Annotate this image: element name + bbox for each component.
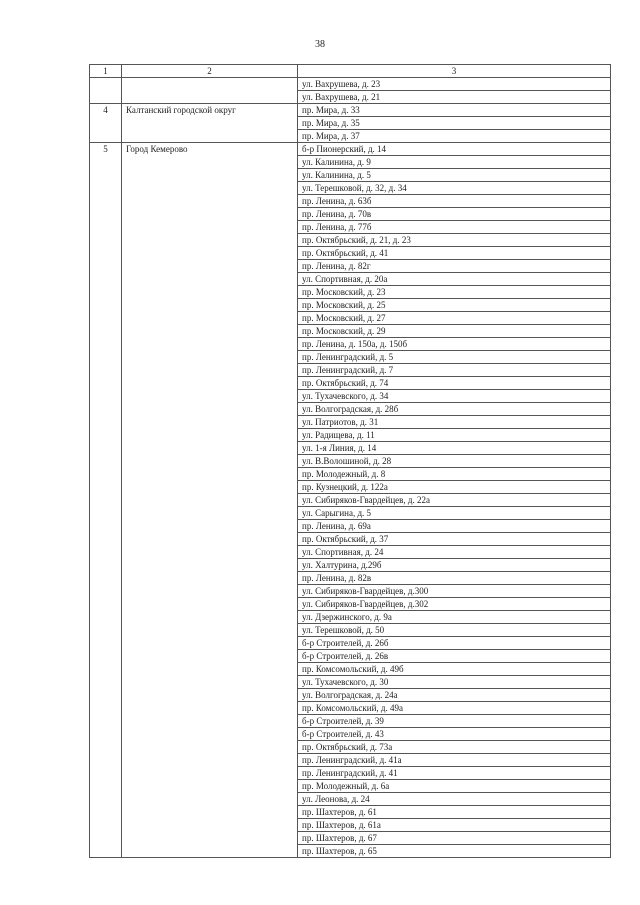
header-col-2: 2 bbox=[122, 65, 298, 78]
address-cell: пр. Шахтеров, д. 61а bbox=[298, 819, 611, 832]
address-cell: пр. Молодежный, д. 6а bbox=[298, 780, 611, 793]
address-cell: ул. Спортивная, д. 24 bbox=[298, 546, 611, 559]
address-cell: ул. Патриотов, д. 31 bbox=[298, 416, 611, 429]
address-cell: ул. Халтурина, д.29б bbox=[298, 559, 611, 572]
address-cell: пр. Ленина, д. 69а bbox=[298, 520, 611, 533]
address-cell: ул. Сибиряков-Гвардейцев, д.300 bbox=[298, 585, 611, 598]
address-cell: пр. Октябрьский, д. 41 bbox=[298, 247, 611, 260]
address-cell: ул. Радищева, д. 11 bbox=[298, 429, 611, 442]
municipality-name bbox=[122, 78, 298, 104]
address-cell: пр. Мира, д. 37 bbox=[298, 130, 611, 143]
address-cell: пр. Ленинградский, д. 7 bbox=[298, 364, 611, 377]
address-cell: ул. Волгоградская, д. 28б bbox=[298, 403, 611, 416]
header-col-1: 1 bbox=[90, 65, 122, 78]
address-cell: пр. Шахтеров, д. 61 bbox=[298, 806, 611, 819]
address-cell: ул. Калинина, д. 9 bbox=[298, 156, 611, 169]
address-cell: пр. Кузнецкий, д. 122а bbox=[298, 481, 611, 494]
address-cell: пр. Ленина, д. 77б bbox=[298, 221, 611, 234]
address-cell: пр. Октябрьский, д. 74 bbox=[298, 377, 611, 390]
address-cell: ул. Сарыгина, д. 5 bbox=[298, 507, 611, 520]
table-row bbox=[90, 143, 611, 156]
group-number: 4 bbox=[90, 104, 122, 143]
address-cell: б-р Строителей, д. 26б bbox=[298, 637, 611, 650]
address-cell: пр. Ленинградский, д. 41 bbox=[298, 767, 611, 780]
address-cell: пр. Шахтеров, д. 65 bbox=[298, 845, 611, 858]
address-cell: ул. Волгоградская, д. 24а bbox=[298, 689, 611, 702]
address-cell: ул. Дзержинского, д. 9а bbox=[298, 611, 611, 624]
address-cell: ул. Вахрушева, д. 21 bbox=[298, 91, 611, 104]
address-cell: пр. Октябрьский, д. 37 bbox=[298, 533, 611, 546]
address-cell: ул. Леонова, д. 24 bbox=[298, 793, 611, 806]
address-cell: пр. Ленинградский, д. 41а bbox=[298, 754, 611, 767]
municipality-name: Город Кемерово bbox=[122, 143, 298, 858]
address-table-body bbox=[90, 65, 611, 858]
table-row bbox=[90, 104, 611, 117]
address-cell: б-р Строителей, д. 43 bbox=[298, 728, 611, 741]
address-cell: ул. Сибиряков-Гвардейцев, д.302 bbox=[298, 598, 611, 611]
group-number bbox=[90, 78, 122, 104]
page-number: 38 bbox=[315, 39, 325, 50]
group-number: 5 bbox=[90, 143, 122, 858]
table-row bbox=[90, 78, 611, 91]
address-cell: пр. Октябрьский, д. 73а bbox=[298, 741, 611, 754]
address-cell: пр. Молодежный, д. 8 bbox=[298, 468, 611, 481]
header-row bbox=[90, 65, 611, 78]
address-cell: б-р Строителей, д. 39 bbox=[298, 715, 611, 728]
address-cell: ул. Тухачевского, д. 30 bbox=[298, 676, 611, 689]
address-cell: пр. Ленинградский, д. 5 bbox=[298, 351, 611, 364]
address-cell: ул. Спортивная, д. 20а bbox=[298, 273, 611, 286]
address-cell: ул. В.Волошиной, д. 28 bbox=[298, 455, 611, 468]
address-cell: пр. Московский, д. 25 bbox=[298, 299, 611, 312]
address-cell: пр. Ленина, д. 150а, д. 150б bbox=[298, 338, 611, 351]
address-cell: пр. Ленина, д. 70в bbox=[298, 208, 611, 221]
address-cell: ул. Тухачевского, д. 34 bbox=[298, 390, 611, 403]
address-cell: пр. Комсомольский, д. 49б bbox=[298, 663, 611, 676]
address-cell: ул. Сибиряков-Гвардейцев, д. 22а bbox=[298, 494, 611, 507]
address-cell: пр. Ленина, д. 82г bbox=[298, 260, 611, 273]
address-cell: ул. Вахрушева, д. 23 bbox=[298, 78, 611, 91]
address-cell: пр. Московский, д. 27 bbox=[298, 312, 611, 325]
address-cell: пр. Мира, д. 35 bbox=[298, 117, 611, 130]
address-cell: ул. Калинина, д. 5 bbox=[298, 169, 611, 182]
municipality-name: Калтанский городской округ bbox=[122, 104, 298, 143]
address-cell: пр. Московский, д. 23 bbox=[298, 286, 611, 299]
header-col-3: 3 bbox=[298, 65, 611, 78]
address-cell: пр. Шахтеров, д. 67 bbox=[298, 832, 611, 845]
address-cell: пр. Московский, д. 29 bbox=[298, 325, 611, 338]
address-cell: пр. Ленина, д. 63б bbox=[298, 195, 611, 208]
address-cell: пр. Мира, д. 33 bbox=[298, 104, 611, 117]
address-table bbox=[89, 64, 611, 858]
address-cell: ул. Терешковой, д. 32, д. 34 bbox=[298, 182, 611, 195]
address-cell: ул. 1-я Линия, д. 14 bbox=[298, 442, 611, 455]
address-cell: б-р Строителей, д. 26в bbox=[298, 650, 611, 663]
address-cell: б-р Пионерский, д. 14 bbox=[298, 143, 611, 156]
address-cell: пр. Ленина, д. 82в bbox=[298, 572, 611, 585]
address-cell: пр. Октябрьский, д. 21, д. 23 bbox=[298, 234, 611, 247]
address-cell: ул. Терешковой, д. 50 bbox=[298, 624, 611, 637]
address-cell: пр. Комсомольский, д. 49а bbox=[298, 702, 611, 715]
